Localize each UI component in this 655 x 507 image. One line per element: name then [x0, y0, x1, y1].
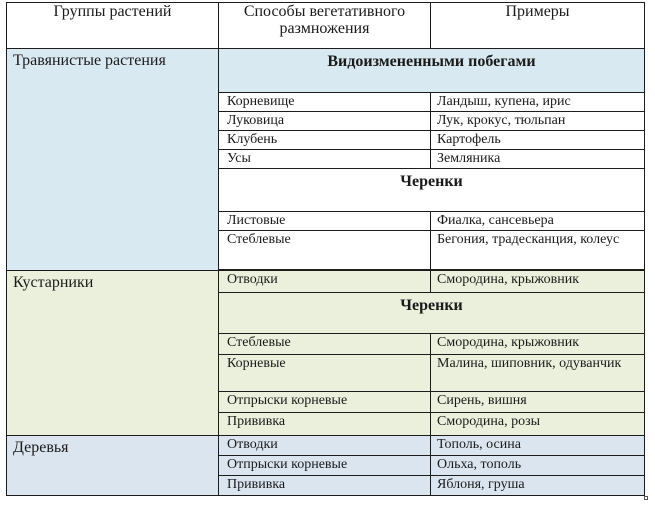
example-cell: Фиалка, сансевьера: [431, 212, 645, 231]
propagation-table: [6, 2, 645, 496]
example-cell: Бегония, традесканция, колеус: [431, 231, 645, 269]
method-cell: Усы: [219, 149, 431, 168]
example-cell: Яблоня, груша: [431, 475, 645, 495]
example-cell: Картофель: [431, 130, 645, 149]
section-cuttings: Черенки: [219, 292, 645, 333]
method-cell: Стеблевые: [219, 231, 431, 269]
method-cell: Стеблевые: [219, 333, 431, 354]
section-cuttings: Черенки: [219, 168, 645, 211]
header-groups: Группы растений: [7, 3, 219, 49]
group-shrubs: Кустарники: [7, 270, 219, 435]
example-cell: Ольха, тополь: [431, 455, 645, 475]
example-cell: Смородина, крыжовник: [431, 333, 645, 354]
method-cell: Отпрыски корневые: [219, 392, 431, 413]
method-cell: Листовые: [219, 212, 431, 231]
method-cell: Клубень: [219, 130, 431, 149]
header-examples: Примеры: [431, 3, 645, 49]
group-herbaceous: Травянистые растения: [7, 49, 219, 270]
method-cell: Отводки: [219, 435, 431, 455]
example-cell: Смородина, крыжовник: [431, 270, 645, 292]
example-cell: Лук, крокус, тюльпан: [431, 111, 645, 130]
example-cell: Смородина, розы: [431, 413, 645, 435]
method-cell: Корневище: [219, 92, 431, 111]
example-cell: Ландыш, купена, ирис: [431, 92, 645, 111]
method-cell: Отводки: [219, 270, 431, 292]
method-cell: Луковица: [219, 111, 431, 130]
method-cell: Прививка: [219, 475, 431, 495]
example-cell: Малина, шиповник, одуванчик: [431, 355, 645, 392]
method-cell: Прививка: [219, 413, 431, 435]
table-row: [7, 49, 645, 92]
table-row: [7, 435, 645, 455]
example-cell: Сирень, вишня: [431, 392, 645, 413]
header-methods: Способы вегетативного размножения: [219, 3, 431, 49]
example-cell: Тополь, осина: [431, 435, 645, 455]
example-cell: Земляника: [431, 149, 645, 168]
header-row: [7, 3, 645, 49]
table-row: [7, 270, 645, 292]
section-modified-shoots: Видоизмененными побегами: [219, 49, 645, 92]
group-trees: Деревья: [7, 435, 219, 495]
resize-handle[interactable]: [644, 496, 648, 500]
method-cell: Корневые: [219, 355, 431, 392]
method-cell: Отпрыски корневые: [219, 455, 431, 475]
